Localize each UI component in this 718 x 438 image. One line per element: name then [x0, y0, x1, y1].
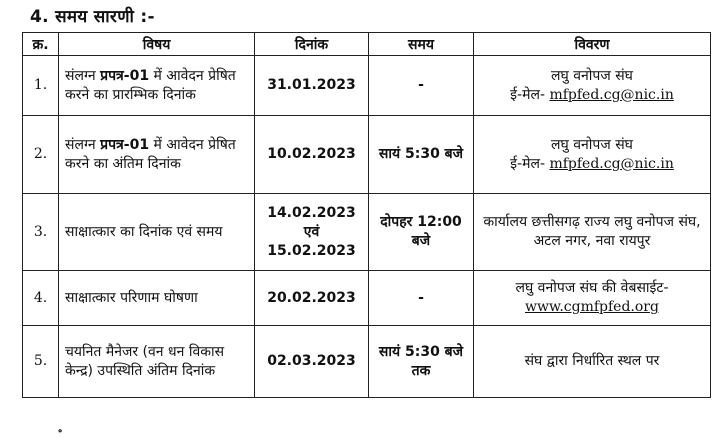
- row-time: -: [369, 56, 474, 116]
- email-label: ई-मेल-: [510, 86, 550, 103]
- table-row: [23, 271, 711, 326]
- website-link[interactable]: www.cgmfpfed.org: [525, 299, 659, 315]
- row-details: संघ द्वारा निर्धारित स्थल पर: [474, 326, 711, 398]
- row-number: 3.: [23, 194, 59, 271]
- row-date: 02.03.2023: [255, 326, 369, 398]
- row-time: सायं 5:30 बजे: [369, 116, 474, 194]
- email-link[interactable]: mfpfed.cg@nic.in: [549, 86, 674, 103]
- form-reference: प्रपत्र-01: [100, 67, 150, 84]
- form-reference: प्रपत्र-01: [100, 136, 150, 153]
- col-header-details: विवरण: [474, 33, 711, 56]
- col-header-date: दिनांक: [255, 33, 369, 56]
- row-date: 10.02.2023: [255, 116, 369, 194]
- row-time: सायं 5:30 बजे तक: [369, 326, 474, 398]
- email-label: ई-मेल-: [510, 155, 550, 172]
- details-line: लघु वनोपज संघ की वेबसाईट-: [515, 280, 669, 296]
- details-line: लघु वनोपज संघ: [551, 67, 633, 84]
- row-number: 2.: [23, 116, 59, 194]
- row-subject: साक्षात्कार परिणाम घोषणा: [59, 271, 255, 326]
- row-details: कार्यालय छत्तीसगढ़ राज्य लघु वनोपज संघ, अटल नगर, नवा रायपुर: [474, 194, 711, 271]
- table-row: [23, 56, 711, 116]
- details-line: लघु वनोपज संघ: [551, 136, 633, 153]
- table-header-row: [23, 33, 711, 56]
- date-end: 15.02.2023: [267, 242, 356, 259]
- row-number: 4.: [23, 271, 59, 326]
- row-subject: साक्षात्कार का दिनांक एवं समय: [59, 194, 255, 271]
- details-email-line: [480, 86, 704, 105]
- details-email-line: [480, 155, 704, 174]
- date-start: 14.02.2023: [267, 204, 356, 221]
- row-date: 20.02.2023: [255, 271, 369, 326]
- row-date: [255, 194, 369, 271]
- row-time: दोपहर 12:00 बजे: [369, 194, 474, 271]
- col-header-time: समय: [369, 33, 474, 56]
- row-number: 5.: [23, 326, 59, 398]
- page-footer-mark: ॰: [58, 427, 63, 438]
- subject-text: संलग्न: [65, 136, 101, 153]
- row-number: 1.: [23, 56, 59, 116]
- subject-text: संलग्न: [65, 67, 101, 84]
- schedule-table: [22, 32, 711, 398]
- col-header-serial: क्र.: [23, 33, 59, 56]
- row-time: -: [369, 271, 474, 326]
- row-subject: [59, 56, 255, 116]
- subject-text: में आवेदन प्रेषित करने का अंतिम दिनांक: [65, 136, 236, 172]
- row-subject: [59, 116, 255, 194]
- row-details: [474, 271, 711, 326]
- subject-text: में आवेदन प्रेषित करने का प्रारम्भिक दिनांक: [65, 67, 236, 103]
- row-details: [474, 56, 711, 116]
- col-header-subject: विषय: [59, 33, 255, 56]
- table-row: [23, 326, 711, 398]
- row-details: [474, 116, 711, 194]
- section-heading: 4. समय सारणी :-: [30, 7, 155, 27]
- row-date: 31.01.2023: [255, 56, 369, 116]
- row-subject: चयनित मैनेजर (वन धन विकास केन्द्र) उपस्थिति अंतिम दिनांक: [59, 326, 255, 398]
- table-row: [23, 116, 711, 194]
- date-conjunction: एवं: [303, 223, 320, 240]
- email-link[interactable]: mfpfed.cg@nic.in: [549, 155, 674, 172]
- table-row: [23, 194, 711, 271]
